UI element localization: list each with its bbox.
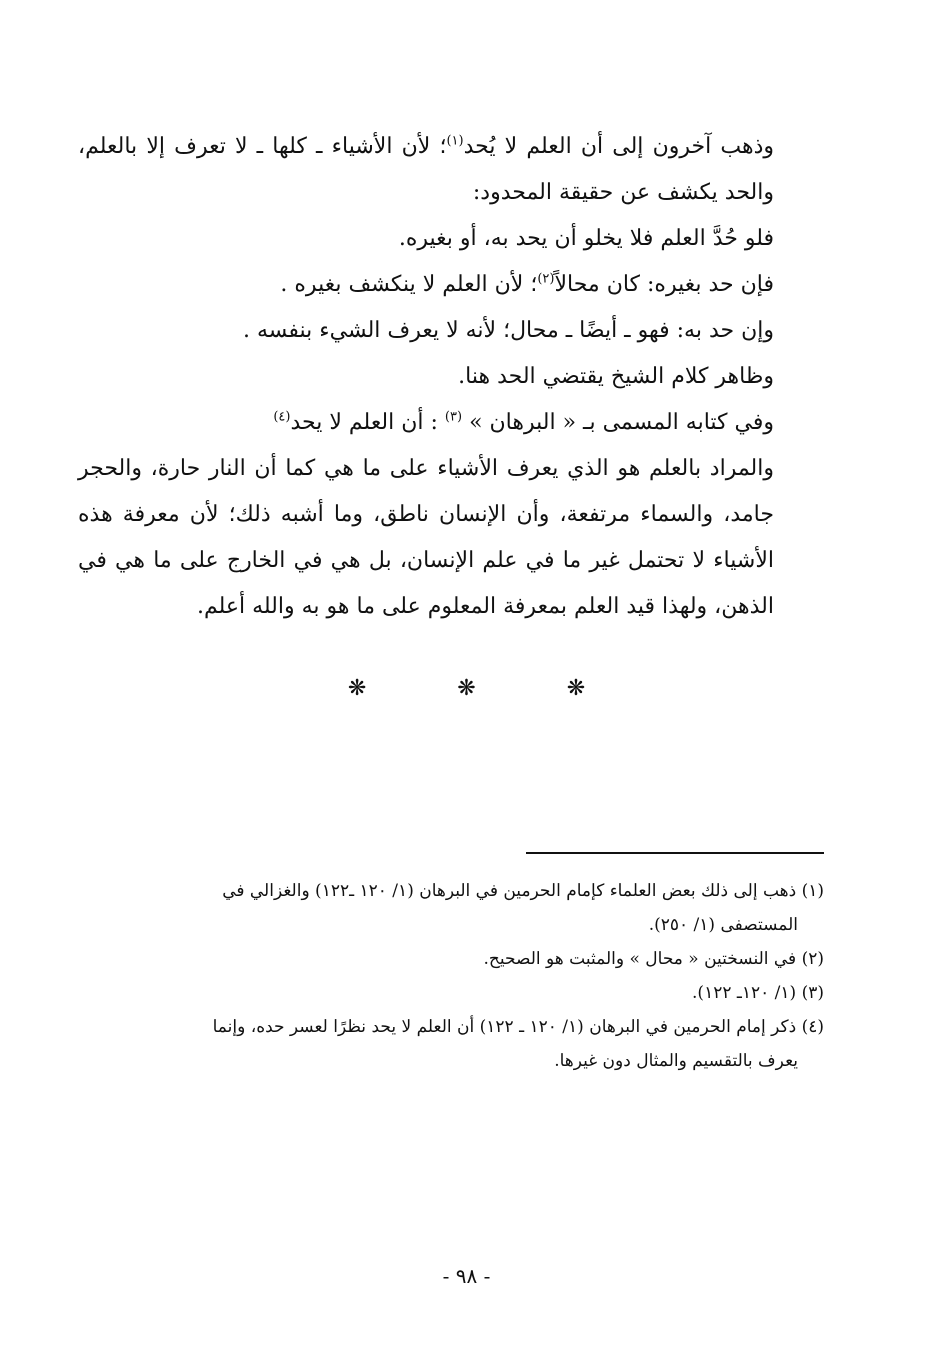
paragraph-1-text-b: ؛ لأن الأشياء ـ كلها ـ لا تعرف إلا بالعلم، والحد يكشف عن حقيقة المحدود: (78, 134, 774, 205)
paragraph-4: وإن حد به: فهو ـ أيضًا ـ محال؛ لأنه لا يعرف الشيء بنفسه . (243, 318, 774, 343)
footnote-4-line-1: (٤) ذكر إمام الحرمين في البرهان (١/ ١٢٠ ـ ١٢٢) أن العلم لا يحد نظرًا لعسر حده، وإنما (212, 1017, 824, 1037)
separator-star-icon: ❋ (457, 676, 476, 701)
footnote-3: (٣) (١/ ١٢٠ـ ١٢٢). (692, 983, 824, 1003)
paragraph-6-text-a: وفي كتابه المسمى بـ « البرهان » (469, 410, 774, 435)
paragraph-3-text-b: ؛ لأن العلم لا ينكشف بغيره . (280, 272, 538, 297)
footnote-ref-3: (٣) (444, 409, 463, 425)
section-separator (0, 676, 933, 701)
paragraph-1-text-a: وذهب آخرون إلى أن العلم لا يُحد (463, 134, 774, 159)
paragraph-7: والمراد بالعلم هو الذي يعرف الأشياء على ما هي كما أن النار حارة، والحجر جامد، والسماء مرتفعة، وأن الإنسان ناطق، وما أشبه ذلك؛ لأن معرفة هذه الأشياء لا تحتمل غير ما في علم الإنسان، بل هي في الخارج على ما هي في الذهن، ولهذا قيد العلم بمعرفة المعلوم على ما هو به والله أعلم. (78, 456, 774, 619)
footnote-1-line-1: (١) ذهب إلى ذلك بعض العلماء كإمام الحرمين في البرهان (١/ ١٢٠ ـ١٢٢) والغزالي في (222, 881, 824, 901)
page-number: - ٩٨ - (442, 1264, 491, 1288)
main-text (78, 124, 824, 630)
separator-star-icon: ❋ (566, 676, 586, 701)
paragraph-6-text-b: : أن العلم لا يحد (290, 410, 438, 435)
footnote-divider (526, 852, 824, 854)
paragraph-1 (78, 124, 824, 216)
footnote-ref-4: (٤) (273, 409, 291, 425)
paragraph-2: فلو حُدَّ العلم فلا يخلو أن يحد به، أو بغيره. (398, 226, 774, 251)
footnote-4-line-2: يعرف بالتقسيم والمثال دون غيرها. (554, 1051, 798, 1071)
footnote-ref-2: (٢) (537, 271, 555, 287)
separator-star-icon: ❋ (347, 676, 367, 701)
footnote-2: (٢) في النسختين « محال » والمثبت هو الصحيح. (483, 949, 824, 969)
footnote-ref-1: (١) (446, 133, 464, 149)
paragraph-3-text-a: فإن حد بغيره: كان محالاً (554, 272, 774, 297)
footnote-1-line-2: المستصفى (١/ ٢٥٠). (648, 915, 798, 935)
footnotes (82, 874, 824, 1078)
paragraph-5: وظاهر كلام الشيخ يقتضي الحد هنا. (458, 364, 774, 389)
paragraph-3 (78, 262, 824, 308)
paragraph-6 (78, 400, 824, 446)
